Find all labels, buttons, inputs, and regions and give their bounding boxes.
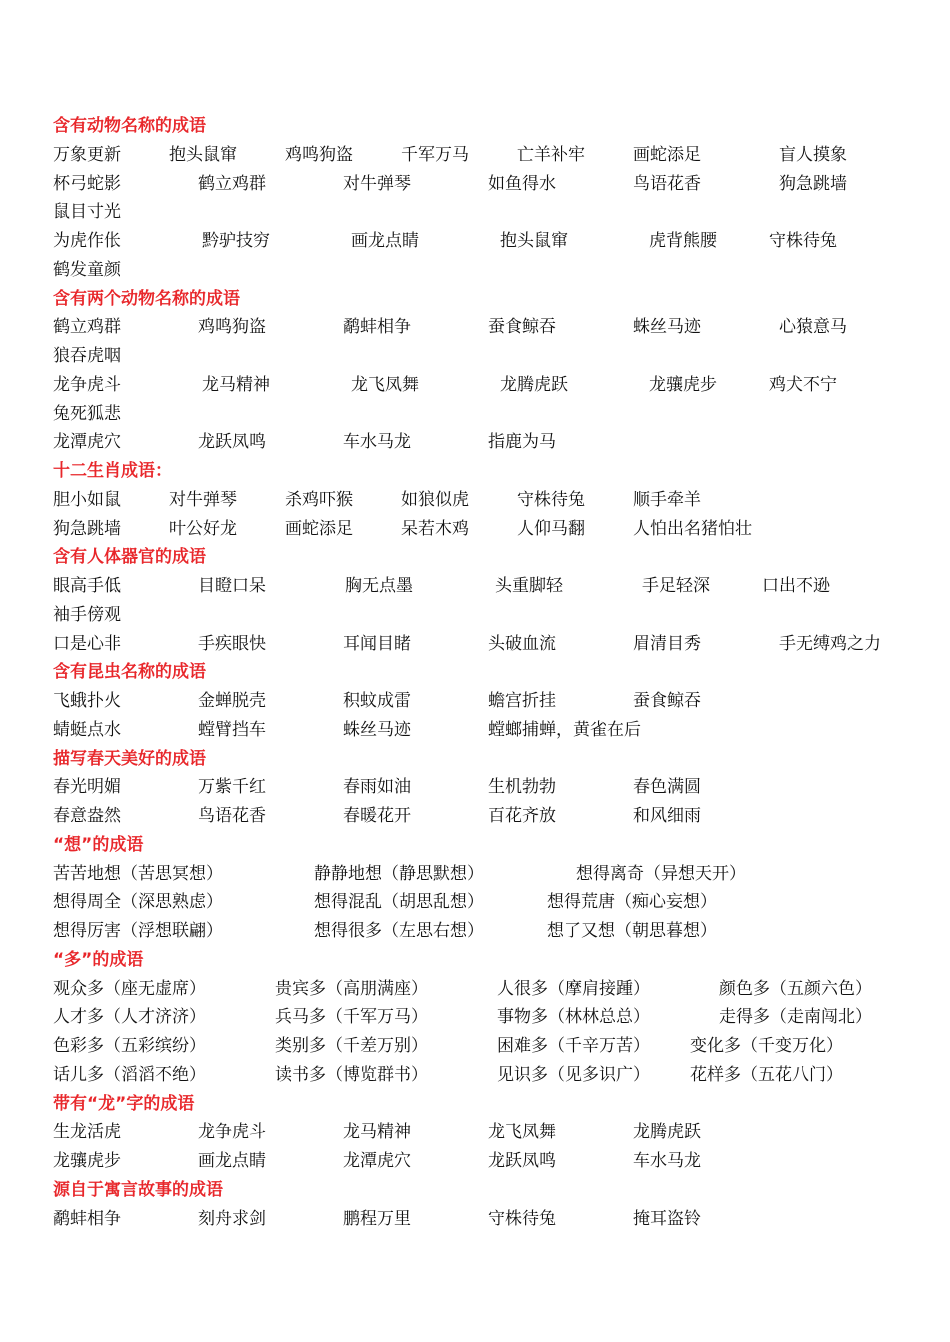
idiom-item: 杯弓蛇影 bbox=[53, 173, 121, 194]
idiom-item: 龙飞凤舞 bbox=[488, 1122, 556, 1143]
idiom-row bbox=[53, 198, 933, 227]
idiom-item: 抱头鼠窜 bbox=[169, 144, 237, 165]
idiom-row bbox=[53, 428, 933, 457]
idiom-item: 事物多（林林总总） bbox=[497, 1007, 650, 1028]
idiom-item: 想得混乱（胡思乱想） bbox=[314, 892, 484, 913]
idiom-item: 头重脚轻 bbox=[495, 576, 563, 596]
idiom-row bbox=[53, 975, 933, 1004]
idiom-item: 走得多（走南闯北） bbox=[719, 1007, 872, 1028]
idiom-item: 鹬蚌相争 bbox=[343, 317, 411, 338]
idiom-item: 车水马龙 bbox=[343, 432, 411, 453]
idiom-item: 鸡犬不宁 bbox=[769, 374, 837, 395]
idiom-row bbox=[53, 1032, 933, 1061]
idiom-item: 亡羊补牢 bbox=[517, 144, 585, 165]
idiom-item: 手疾眼快 bbox=[198, 633, 266, 654]
idiom-item: 对牛弹琴 bbox=[343, 173, 411, 194]
idiom-item: 龙争虎斗 bbox=[53, 374, 121, 395]
idiom-item: 盲人摸象 bbox=[779, 144, 847, 165]
idiom-item: 袖手傍观 bbox=[53, 604, 121, 625]
idiom-item: 画龙点睛 bbox=[198, 1151, 266, 1171]
idiom-item: 顺手牵羊 bbox=[633, 489, 701, 510]
idiom-item: 兵马多（千军万马） bbox=[275, 1007, 428, 1028]
idiom-row bbox=[53, 515, 933, 544]
idiom-row bbox=[53, 371, 933, 400]
idiom-item: 想得厉害（浮想联翩） bbox=[53, 921, 223, 941]
idiom-item: 春暖花开 bbox=[343, 806, 411, 826]
idiom-item: 狼吞虎咽 bbox=[53, 346, 121, 366]
idiom-item: 龙跃凤鸣 bbox=[488, 1151, 556, 1171]
idiom-item: 眼高手低 bbox=[53, 576, 121, 596]
idiom-item: 春雨如油 bbox=[343, 777, 411, 798]
idiom-item: 手足轻深 bbox=[642, 576, 710, 596]
idiom-item: 蜻蜓点水 bbox=[53, 719, 121, 740]
idiom-item: 想得荒唐（痴心妄想） bbox=[547, 892, 717, 913]
idiom-item: 色彩多（五彩缤纷） bbox=[53, 1036, 206, 1056]
idiom-item: 为虎作伥 bbox=[53, 231, 121, 251]
idiom-item: 螳臂挡车 bbox=[198, 719, 266, 740]
idiom-item: 千军万马 bbox=[401, 144, 469, 165]
idiom-item: 龙潭虎穴 bbox=[343, 1151, 411, 1171]
idiom-item: 龙骧虎步 bbox=[53, 1151, 121, 1171]
idiom-item: 呆若木鸡 bbox=[401, 518, 469, 539]
idiom-item: 蚕食鲸吞 bbox=[488, 317, 556, 338]
idiom-item: 龙跃凤鸣 bbox=[198, 432, 266, 453]
idiom-row bbox=[53, 888, 933, 917]
idiom-row bbox=[53, 601, 933, 630]
idiom-item: 鸟语花香 bbox=[633, 173, 701, 194]
idiom-row bbox=[53, 917, 933, 946]
idiom-row bbox=[53, 802, 933, 831]
idiom-item: 积蚊成雷 bbox=[343, 691, 411, 711]
idiom-item: 鸡鸣狗盗 bbox=[285, 144, 353, 165]
idiom-item: 苦苦地想（苦思冥想） bbox=[53, 863, 223, 884]
idiom-item: 蚕食鲸吞 bbox=[633, 691, 701, 711]
idiom-row bbox=[53, 400, 933, 429]
idiom-item: 蛛丝马迹 bbox=[343, 719, 411, 740]
idiom-row bbox=[53, 1061, 933, 1090]
idiom-item: 颜色多（五颜六色） bbox=[719, 978, 872, 999]
idiom-item: 鸡鸣狗盗 bbox=[198, 317, 266, 338]
idiom-item: 和风细雨 bbox=[633, 806, 701, 826]
idiom-item: 画龙点睛 bbox=[351, 231, 419, 251]
idiom-item: 飞蛾扑火 bbox=[53, 691, 121, 711]
idiom-item: 对牛弹琴 bbox=[169, 489, 237, 510]
idiom-item: 杀鸡吓猴 bbox=[285, 489, 353, 510]
idiom-item: 话儿多（滔滔不绝） bbox=[53, 1064, 206, 1085]
idiom-item: 螳螂捕蝉，黄雀在后 bbox=[488, 719, 641, 740]
idiom-row bbox=[53, 342, 933, 371]
idiom-item: 困难多（千辛万苦） bbox=[497, 1036, 650, 1056]
idiom-item: 龙腾虎跃 bbox=[500, 374, 568, 395]
idiom-item: 龙飞凤舞 bbox=[351, 374, 419, 395]
idiom-item: 指鹿为马 bbox=[488, 432, 556, 453]
idiom-item: 蟾宫折挂 bbox=[488, 691, 556, 711]
section-heading: 描写春天美好的成语 bbox=[53, 748, 206, 769]
idiom-item: 车水马龙 bbox=[633, 1151, 701, 1171]
idiom-row bbox=[53, 572, 933, 601]
section-heading: 含有两个动物名称的成语 bbox=[53, 288, 240, 309]
idiom-item: 守株待兔 bbox=[488, 1208, 556, 1229]
idiom-item: 心猿意马 bbox=[779, 317, 847, 338]
idiom-item: 人仰马翻 bbox=[517, 518, 585, 539]
section-heading: 含有昆虫名称的成语 bbox=[53, 662, 206, 683]
idiom-item: 狗急跳墙 bbox=[53, 518, 121, 539]
section-heading: 带有“龙”字的成语 bbox=[53, 1093, 195, 1114]
idiom-item: 万象更新 bbox=[53, 144, 121, 165]
idiom-item: 花样多（五花八门） bbox=[690, 1064, 843, 1085]
idiom-item: 手无缚鸡之力 bbox=[779, 633, 881, 654]
idiom-item: 想得周全（深思熟虑） bbox=[53, 892, 223, 913]
idiom-item: 想得离奇（异想天开） bbox=[576, 863, 746, 884]
idiom-item: 变化多（千变万化） bbox=[690, 1036, 843, 1056]
idiom-item: 静静地想（静思默想） bbox=[314, 863, 484, 884]
idiom-row bbox=[53, 256, 933, 285]
idiom-row bbox=[53, 716, 933, 745]
idiom-item: 口出不逊 bbox=[762, 576, 830, 596]
idiom-item: 百花齐放 bbox=[488, 806, 556, 826]
idiom-row bbox=[53, 1003, 933, 1032]
idiom-item: 眉清目秀 bbox=[633, 633, 701, 654]
idiom-item: 龙马精神 bbox=[202, 374, 270, 395]
idiom-item: 如鱼得水 bbox=[488, 173, 556, 194]
idiom-row bbox=[53, 1118, 933, 1147]
idiom-item: 想了又想（朝思暮想） bbox=[547, 921, 717, 941]
idiom-item: 抱头鼠窜 bbox=[500, 231, 568, 251]
idiom-item: 春意盎然 bbox=[53, 806, 121, 826]
section-heading: 含有动物名称的成语 bbox=[53, 116, 206, 136]
idiom-row bbox=[53, 141, 933, 170]
idiom-item: 鹤发童颜 bbox=[53, 259, 121, 280]
idiom-item: 画蛇添足 bbox=[633, 144, 701, 165]
idiom-item: 胆小如鼠 bbox=[53, 489, 121, 510]
idiom-item: 蛛丝马迹 bbox=[633, 317, 701, 338]
idiom-item: 龙腾虎跃 bbox=[633, 1122, 701, 1143]
idiom-item: 如狼似虎 bbox=[401, 489, 469, 510]
idiom-item: 守株待兔 bbox=[517, 489, 585, 510]
idiom-row bbox=[53, 773, 933, 802]
idiom-row bbox=[53, 313, 933, 342]
idiom-item: 想得很多（左思右想） bbox=[314, 921, 484, 941]
idiom-item: 鹤立鸡群 bbox=[53, 317, 121, 338]
idiom-item: 春光明媚 bbox=[53, 777, 121, 798]
section-heading: “想”的成语 bbox=[53, 834, 144, 855]
idiom-item: 刻舟求剑 bbox=[198, 1208, 266, 1229]
idiom-item: 鹏程万里 bbox=[343, 1208, 411, 1229]
idiom-item: 见识多（见多识广） bbox=[497, 1064, 650, 1085]
idiom-item: 人很多（摩肩接踵） bbox=[497, 978, 650, 999]
idiom-item: 生龙活虎 bbox=[53, 1122, 121, 1143]
idiom-row bbox=[53, 170, 933, 199]
idiom-item: 龙争虎斗 bbox=[198, 1122, 266, 1143]
idiom-row bbox=[53, 687, 933, 716]
idiom-item: 狗急跳墙 bbox=[779, 173, 847, 194]
section-heading: “多”的成语 bbox=[53, 949, 144, 970]
idiom-item: 口是心非 bbox=[53, 633, 121, 654]
idiom-item: 龙潭虎穴 bbox=[53, 432, 121, 453]
idiom-item: 目瞪口呆 bbox=[198, 576, 266, 596]
idiom-item: 金蝉脱壳 bbox=[198, 691, 266, 711]
idiom-item: 鼠目寸光 bbox=[53, 202, 121, 223]
idiom-item: 叶公好龙 bbox=[169, 518, 237, 539]
idiom-item: 人怕出名猪怕壮 bbox=[633, 518, 752, 539]
idiom-item: 龙骧虎步 bbox=[649, 374, 717, 395]
idiom-item: 虎背熊腰 bbox=[649, 231, 717, 251]
idiom-item: 黔驴技穷 bbox=[202, 231, 270, 251]
idiom-item: 类别多（千差万别） bbox=[275, 1036, 428, 1056]
idiom-row bbox=[53, 227, 933, 256]
idiom-item: 读书多（博览群书） bbox=[275, 1064, 428, 1085]
idiom-document bbox=[53, 112, 933, 1233]
idiom-item: 兔死狐悲 bbox=[53, 403, 121, 424]
idiom-row bbox=[53, 1205, 933, 1234]
idiom-item: 胸无点墨 bbox=[345, 576, 413, 596]
idiom-item: 万紫千红 bbox=[198, 777, 266, 798]
idiom-item: 生机勃勃 bbox=[488, 777, 556, 798]
section-heading: 含有人体器官的成语 bbox=[53, 547, 206, 568]
idiom-item: 观众多（座无虚席） bbox=[53, 978, 206, 999]
idiom-row bbox=[53, 630, 933, 659]
idiom-item: 鹤立鸡群 bbox=[198, 173, 266, 194]
section-heading: 十二生肖成语： bbox=[53, 461, 172, 481]
idiom-item: 画蛇添足 bbox=[285, 518, 353, 539]
idiom-item: 头破血流 bbox=[488, 633, 556, 654]
idiom-row bbox=[53, 486, 933, 515]
idiom-item: 鹬蚌相争 bbox=[53, 1208, 121, 1229]
idiom-row bbox=[53, 860, 933, 889]
idiom-item: 鸟语花香 bbox=[198, 806, 266, 826]
section-heading: 源自于寓言故事的成语 bbox=[53, 1179, 223, 1200]
idiom-item: 耳闻目睹 bbox=[343, 633, 411, 654]
idiom-item: 掩耳盗铃 bbox=[633, 1208, 701, 1229]
idiom-item: 守株待兔 bbox=[769, 231, 837, 251]
idiom-item: 龙马精神 bbox=[343, 1122, 411, 1143]
idiom-item: 春色满圆 bbox=[633, 777, 701, 798]
idiom-item: 人才多（人才济济） bbox=[53, 1007, 206, 1028]
idiom-row bbox=[53, 1147, 933, 1176]
idiom-item: 贵宾多（高朋满座） bbox=[275, 978, 428, 999]
